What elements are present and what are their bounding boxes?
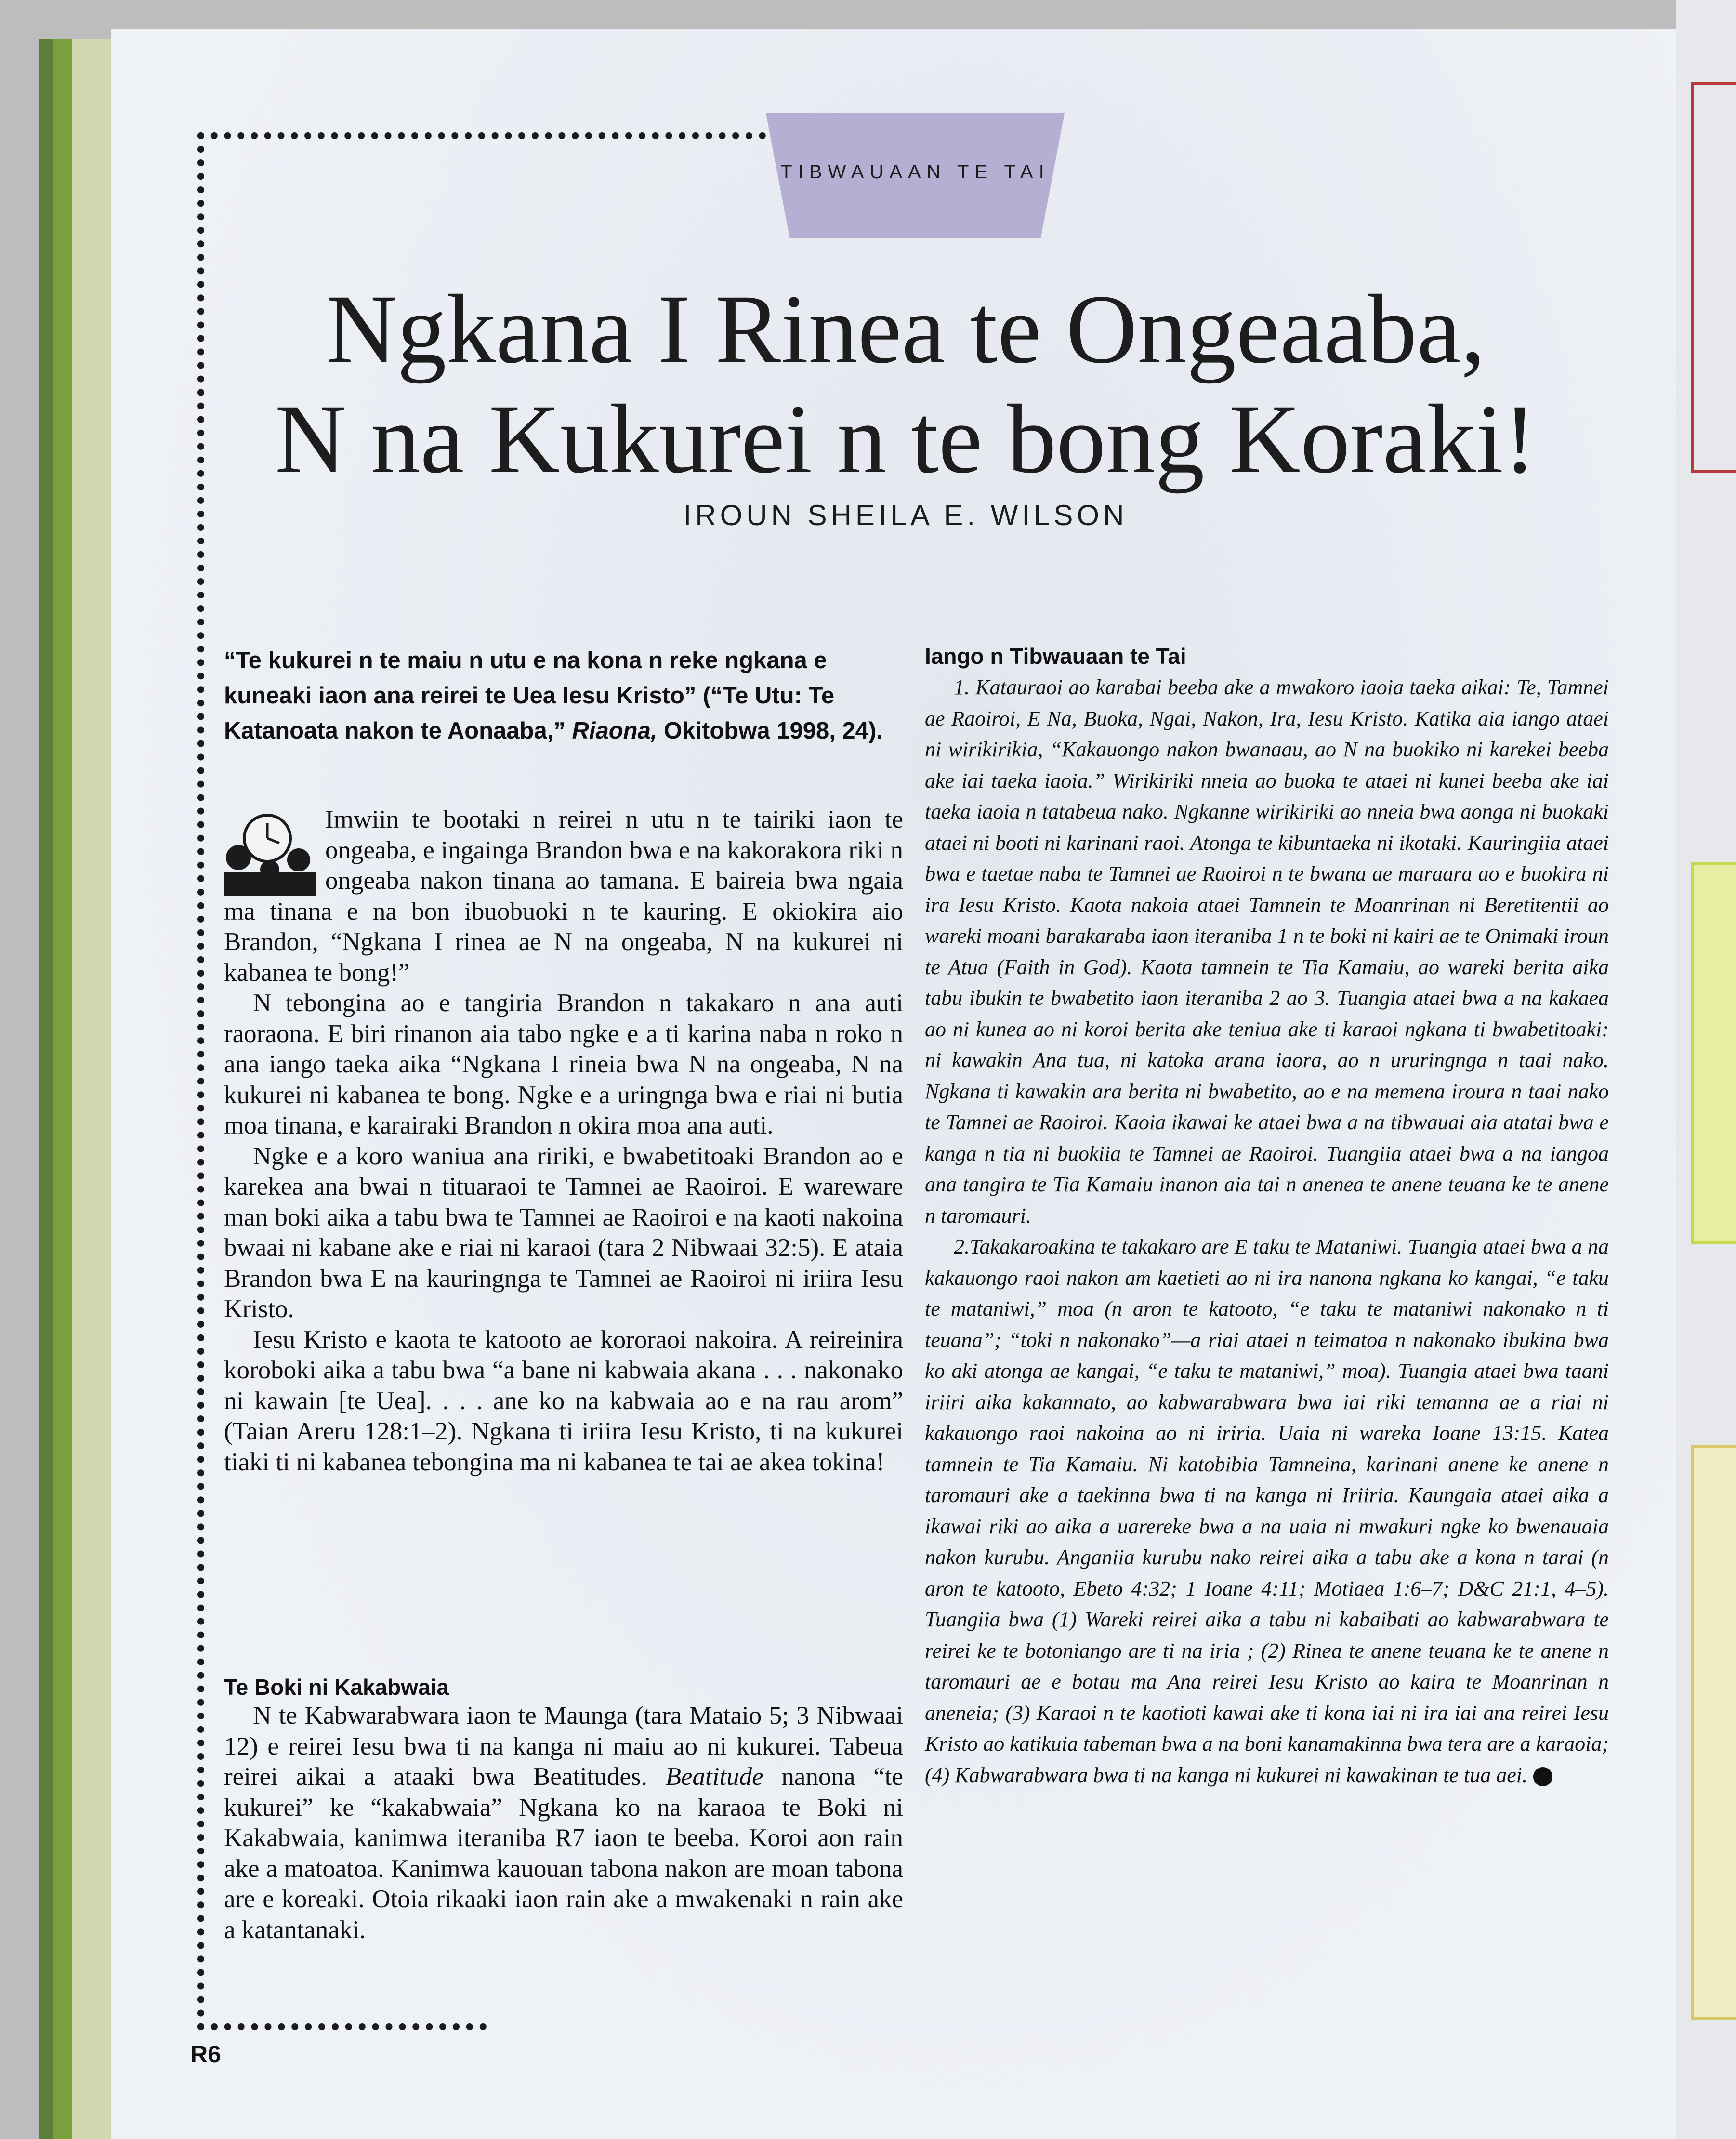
story-column bbox=[224, 805, 903, 1478]
end-mark-icon bbox=[1533, 1767, 1552, 1786]
story-paragraph: Ngke e a koro waniua ana ririki, e bwabetitoaki Brandon ao e karekea ana bwai n tituaraoi te Tamnei ae Raoiroi. E wareware man boki aika a tabu bwa te Tamnei ae Raoiroi e na kaoti nakoina bwaai ni kabane ake e riai ni karaoi (tara 2 Nibwaai 32:5). E ataia Brandon bwa E na kauringnga te Tamnei ae Raoiroi ni iriira Iesu Kristo. bbox=[224, 1142, 903, 1323]
story-paragraph: Imwiin te bootaki n reirei n utu n te tairiki iaon te ongeaba, e ingainga Brandon bwa e na kakorakora riki n ongeaba nakon tinana ao tamana. E baireia bwa ngaia ma tinana e na bon ibuobuoki n te kauring. E okiokira aio Brandon, “Ngkana I rinea ae N na ongeaba, N na kukurei ni kabanea te bong!” bbox=[224, 805, 903, 987]
family-clock-icon bbox=[224, 805, 316, 896]
section-text-a: N te Kabwarabwara iaon te Maunga (tara Mataio 5; 3 Nibwaai 12) e reirei Iesu bwa ti na kanga ni maiu ao ni kukurei. Tabeua reirei aikai a ataaki bwa Beatitudes. bbox=[224, 1702, 903, 1791]
ideas-paragraph bbox=[925, 1231, 1609, 1791]
ideas-paragraph-text: 2.Takakaroakina te takakaro are E taku te Mataniwi. Tuangia ataei bwa a na kakauongo raoi nakon am kaetieti ao ni ira nanona ngkana ko kangai, “e taku te mataniwi,” moa (n aron te katooto, “e taku te mataniwi nakonako n ti teuana”; “toki n nakonako”—a riai ataei n teimatoa n nakonako ibukina bwa ko aki atonga ae kangai, “e taku te mataniwi,” moa). Tuangia ataei bwa taani iriiri aika kakannato, ao kabwarabwara bwa iai riki temanna ae a riai ni kakauongo raoi nakoina ao ni iriria. Uaia ni wareka Ioane 13:15. Katea tamnein te Tia Kamaiu. Ni katobibia Tamneina, karinani anene ke anene n taromauri ake a taekinna bwa ti na kanga ni Iriiria. Kaungaia ataei aika a ikawai riki ao aika a uarereke bwa a na uaia ni mwakuri ngke ko bwenauaia nakon kurubu. Anganiia kurubu nako reirei aika a tabu ake a kona n tarai (n aron te katooto, Ebeto 4:32; 1 Ioane 4:11; Motiaea 1:6–7; D&C 21:1, 4–5). Tuangiia bwa (1) Wareki reirei aika a tabu ni kabaibati ao kabwarabwara te reirei ke te botoniango are ti na iria ; (2) Rinea te anene teuana ke te anene n taromauri ae e botau ma Ana reirei Iesu Kristo ao kaira te Moanrinan n aneneia; (3) Karaoi n te kaotioti kawai ake ti kona iai ni ira iai ana reirei Iesu Kristo ao katikuia tabeman bwa a na boni kanamakinna bwa tera are a karaoia; (4) Kabwarabwara bwa ti na kanga ni kukurei ni kawakinan te tua aei. bbox=[925, 1235, 1609, 1787]
dotted-border-bottom bbox=[197, 2023, 487, 2030]
next-page-box bbox=[1691, 82, 1736, 473]
title-line-2: N na Kukurei n te bong Koraki! bbox=[275, 384, 1537, 494]
next-page-box bbox=[1691, 1445, 1736, 2020]
next-page-box bbox=[1691, 862, 1736, 1244]
dotted-border-left bbox=[197, 132, 204, 2031]
section-term: Beatitude bbox=[665, 1763, 763, 1791]
story-paragraph: Iesu Kristo e kaota te katooto ae kororaoi nakoira. A reireinira koroboki aika a tabu bwa “a bane ni kabwaia akana . . . nakonako ni kawain [te Uea]. . . . ane ko na kabwaia ao e na rau arom” (Taian Areru 128:1–2). Ngkana ti iriira Iesu Kristo, ti na kukurei tiaki ti ni kabanea tebongina ma ni kabanea te tai ae akea tokina! bbox=[224, 1325, 903, 1476]
magazine-page bbox=[111, 29, 1676, 2139]
page-number: R6 bbox=[190, 2041, 221, 2068]
article-title bbox=[207, 275, 1604, 494]
title-line-1: Ngkana I Rinea te Ongeaaba, bbox=[326, 275, 1486, 384]
byline: IROUN SHEILA E. WILSON bbox=[683, 499, 1128, 531]
quote-date: Okitobwa 1998, 24). bbox=[657, 718, 883, 744]
ideas-column bbox=[925, 672, 1609, 1791]
opening-quote bbox=[224, 643, 903, 749]
quote-text: “Te kukurei n te maiu n utu e na kona n reke ngkana e kuneaki iaon ana reirei te Uea Iesu Kristo” (“Te Utu: Te Katanoata nakon te Aonaaba,” bbox=[224, 647, 835, 744]
section-paragraph bbox=[224, 1701, 903, 1945]
section-text-b: nanona “te kukurei” ke “kakabwaia” Ngkana ko na karaoa te Boki ni Kakabwaia, kanimwa iteraniba R7 iaon te beeba. Koroi aon rain ake a matoatoa. Kanimwa kauouan tabona nakon are moan tabona are e koreaki. Otoia rikaaki iaon rain ake a mwakenaki n rain ake a katantanaki. bbox=[224, 1763, 903, 1944]
ideas-paragraph: 1. Katauraoi ao karabai beeba ake a mwakoro iaoia taeka aikai: Te, Tamnei ae Raoiroi, E Na, Buoka, Ngai, Nakon, Ira, Iesu Kristo. Katika aia iango ataei ni wirikirikia, “Kakauongo nakon bwanaau, ao N na buokiko ni karekei beeba ake iai taeka iaoia.” Wirikiriki nneia ao buoka te ataei ni kunei beeba ake iai taeka iaoia n tatabeua nako. Ngkanne wirikiriki ao nneia bwa aonga ni buokaki ataei ni booti ni karinani raoi. Atonga te kibuntaeka ni ikotaki. Kauringiia ataei bwa e taetae naba te Tamnei ae Raoiroi n te bwana ae maraara ao e buokira ni ira Iesu Kristo. Kaota nakoia ataei Tamnein te Moanrinan ni Beretitentii ao wareki moani barakarabа iaon iteraniba 1 n te boki ni kairi ae te Onimaki iroun te Atua (Faith in God). Kaota tamnein te Tia Kamaiu, ao wareki berita aika tabu ibukin te bwabetito iaon iteraniba 2 ao 3. Tuangia ataei bwa a na kakaea ao ni kunea ao ni koroi berita ake teniua ake ti karaoi ngkana ti bwabetitoaki: ni kawakin Ana tua, ni katoka arana iaora, ao n ururingnga n taai nako. Ngkana ti kawakin ara berita ni bwabetito, ao e na memena iroura n taai nako te Tamnei ae Raoiroi. Kaoia ikawai ke ataei bwa a na tibwauai aia atatai bwa e kanga n tia ni buokiia te Tamnei ae Raoiroi. Tuangiia ataei bwa a na iangoa ana tangira te Tia Kamaiu inanon aia tai n anenea te anene teuana ke te anene n taromauri. bbox=[925, 675, 1609, 1228]
story-paragraph: N tebongina ao e tangiria Brandon n takakaro n ana auti raoraona. E biri rinanon aia tabo ngke e a ti karina naba n roko n ana iango taeka aika “Ngkana I rineia bwa N na ongeaba, N na kukurei ni kabanea te bong. Ngke e a uringnga bwa e riai ni butia moa tinana, e karairaki Brandon n okira moa ana auti. bbox=[224, 989, 903, 1139]
section-heading: Te Boki ni Kakabwaia bbox=[224, 1675, 449, 1700]
ideas-heading: Iango n Tibwauaan te Tai bbox=[925, 644, 1186, 669]
section-column bbox=[224, 1701, 903, 1945]
section-label: TIBWAUAAN TE TAI bbox=[780, 161, 1050, 183]
quote-source: Riaona, bbox=[572, 718, 658, 744]
